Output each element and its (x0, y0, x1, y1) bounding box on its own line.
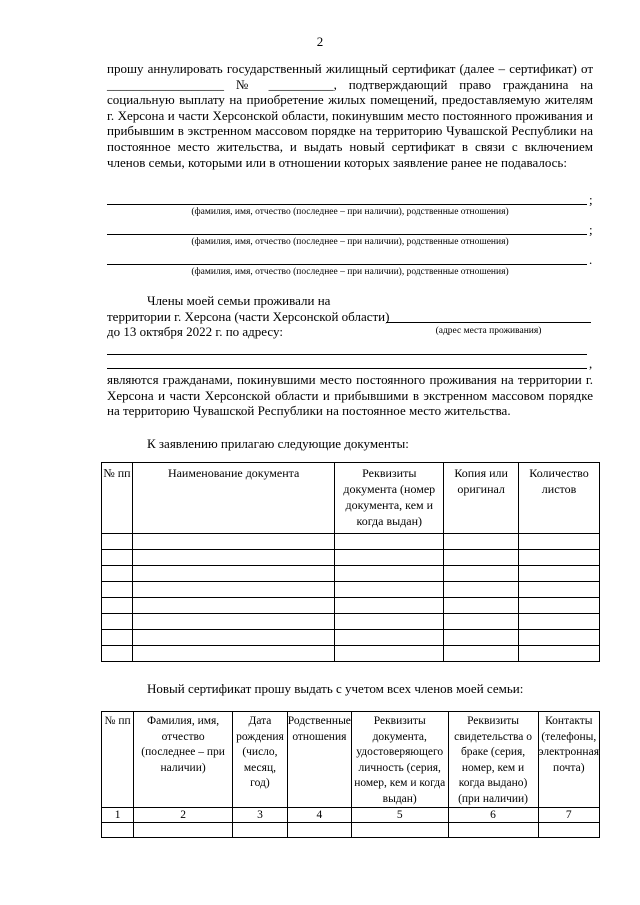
intro-paragraph: прошу аннулировать государственный жилищный сертификат (далее – сертификат) от __________________ № __________, подтверждающий право гражданина на социальную выплату на приобретение жилых помещений, предоставляемую жителям г. Херсона и части Херсонской области, покинувшим место постоянного проживания и прибывшим в экстренном массовом порядке на территорию Чувашской Республики на постоянное место жительства, и выдать новый сертификат в связи с включением членов семьи, которыми или в отношении которых заявление ранее не подавалось: (107, 61, 593, 170)
family-members-table (101, 711, 600, 838)
table-cell[interactable] (335, 534, 444, 550)
table-cell[interactable] (444, 534, 519, 550)
table-cell[interactable] (102, 566, 133, 582)
table-cell[interactable] (444, 550, 519, 566)
table-cell[interactable] (233, 823, 288, 838)
family-col-num-1: 1 (102, 808, 134, 823)
family-col-number: № пп (102, 712, 134, 808)
family-member-line-3[interactable] (107, 264, 587, 265)
family-col-name: Фамилия, имя, отчество (последнее – при наличии) (134, 712, 233, 808)
residence-address-line[interactable] (386, 322, 591, 323)
table-cell[interactable] (444, 646, 519, 662)
family-col-num-3: 3 (233, 808, 288, 823)
residence-address-line-2[interactable] (107, 354, 587, 355)
table-cell[interactable] (335, 550, 444, 566)
family-table-number-row (102, 808, 600, 823)
table-cell[interactable] (335, 582, 444, 598)
residence-caption: (адрес места проживания) (435, 326, 542, 336)
table-cell[interactable] (519, 598, 600, 614)
table-cell[interactable] (351, 823, 448, 838)
table-cell[interactable] (102, 614, 133, 630)
table-cell[interactable] (134, 823, 233, 838)
table-cell[interactable] (102, 823, 134, 838)
table-cell[interactable] (444, 582, 519, 598)
table-cell[interactable] (519, 534, 600, 550)
family-member-caption-2: (фамилия, имя, отчество (последнее – при наличии), родственные отношения) (191, 237, 509, 247)
table-cell[interactable] (335, 630, 444, 646)
table-cell[interactable] (335, 598, 444, 614)
documents-table-header-row (102, 463, 600, 534)
table-cell[interactable] (335, 646, 444, 662)
documents-table-row (102, 630, 600, 646)
table-cell[interactable] (519, 566, 600, 582)
documents-col-copy: Копия или оригинал (444, 463, 519, 534)
residence-paragraph: Члены моей семьи проживали на территории г. Херсона (части Херсонской области) до 13 октября 2022 г. по адресу: (107, 293, 390, 340)
table-cell[interactable] (335, 566, 444, 582)
documents-table (101, 462, 600, 662)
table-cell[interactable] (132, 550, 334, 566)
family-col-birthdate: Дата рождения (число, месяц, год) (233, 712, 288, 808)
table-cell[interactable] (132, 630, 334, 646)
documents-table-row (102, 566, 600, 582)
family-member-line-2[interactable] (107, 234, 587, 235)
family-member-line-1[interactable] (107, 204, 587, 205)
table-cell[interactable] (444, 630, 519, 646)
family-member-caption-3: (фамилия, имя, отчество (последнее – при наличии), родственные отношения) (191, 267, 509, 277)
table-cell[interactable] (448, 823, 538, 838)
table-cell[interactable] (102, 582, 133, 598)
table-cell[interactable] (519, 582, 600, 598)
family-col-relation: Родственные отношения (287, 712, 351, 808)
table-cell[interactable] (519, 630, 600, 646)
table-cell[interactable] (132, 646, 334, 662)
documents-table-row (102, 534, 600, 550)
family-col-num-2: 2 (134, 808, 233, 823)
documents-table-row (102, 646, 600, 662)
family-member-caption-1: (фамилия, имя, отчество (последнее – при наличии), родственные отношения) (191, 207, 509, 217)
documents-table-row (102, 598, 600, 614)
table-cell[interactable] (102, 534, 133, 550)
table-cell[interactable] (444, 598, 519, 614)
certificate-heading: Новый сертификат прошу выдать с учетом всех членов моей семьи: (147, 681, 524, 696)
documents-table-row (102, 550, 600, 566)
table-cell[interactable] (519, 614, 600, 630)
documents-table-row (102, 614, 600, 630)
family-table-row (102, 823, 600, 838)
table-cell[interactable] (102, 646, 133, 662)
documents-col-details: Реквизиты документа (номер документа, кем и когда выдан) (335, 463, 444, 534)
family-table-header-row (102, 712, 600, 808)
table-cell[interactable] (102, 598, 133, 614)
table-cell[interactable] (132, 582, 334, 598)
table-cell[interactable] (538, 823, 599, 838)
table-cell[interactable] (287, 823, 351, 838)
table-cell[interactable] (132, 614, 334, 630)
documents-col-name: Наименование документа (132, 463, 334, 534)
family-member-line-3-punct: . (589, 252, 593, 267)
family-member-line-1-punct: ; (589, 192, 593, 207)
page-number: 2 (316, 34, 324, 49)
residence-address-line-3[interactable] (107, 368, 587, 369)
family-col-num-5: 5 (351, 808, 448, 823)
documents-table-row (102, 582, 600, 598)
family-col-num-4: 4 (287, 808, 351, 823)
table-cell[interactable] (132, 566, 334, 582)
family-member-line-2-punct: ; (589, 222, 593, 237)
table-cell[interactable] (102, 630, 133, 646)
table-cell[interactable] (519, 550, 600, 566)
table-cell[interactable] (444, 566, 519, 582)
table-cell[interactable] (132, 534, 334, 550)
family-col-contacts: Контакты (телефоны, электронная почта) (538, 712, 599, 808)
table-cell[interactable] (102, 550, 133, 566)
family-col-num-7: 7 (538, 808, 599, 823)
documents-col-number: № пп (102, 463, 133, 534)
table-cell[interactable] (132, 598, 334, 614)
documents-col-sheets: Количество листов (519, 463, 600, 534)
family-col-num-6: 6 (448, 808, 538, 823)
documents-heading: К заявлению прилагаю следующие документы: (147, 436, 409, 451)
citizens-paragraph: являются гражданами, покинувшими место постоянного проживания на территории г. Херсона и части Херсонской области и прибывшими в экстренном массовом порядке на территорию Чувашской Республики на постоянное место жительства. (107, 372, 593, 419)
table-cell[interactable] (519, 646, 600, 662)
table-cell[interactable] (444, 614, 519, 630)
family-col-id-document: Реквизиты документа, удостоверяющего личность (серия, номер, кем и когда выдан) (351, 712, 448, 808)
family-col-marriage-cert: Реквизиты свидетельства о браке (серия, номер, кем и когда выдано) (при наличии) (448, 712, 538, 808)
table-cell[interactable] (335, 614, 444, 630)
residence-line-punct: , (589, 356, 593, 371)
